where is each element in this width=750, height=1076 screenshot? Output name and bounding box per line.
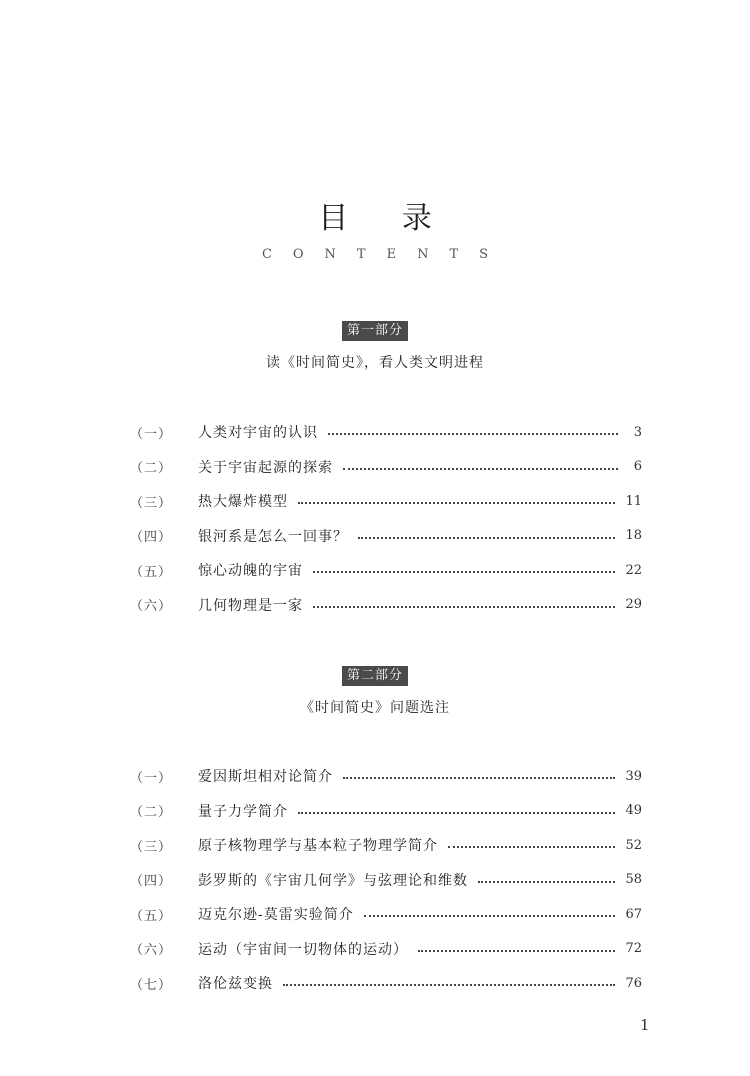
toc-entry[interactable]	[130, 553, 642, 588]
toc-entry-page: 67	[625, 906, 642, 922]
toc-entry-number: （七）	[130, 977, 173, 993]
toc-entry-page: 76	[625, 975, 642, 991]
toc-entry[interactable]	[130, 519, 642, 554]
toc-entry-page: 52	[625, 837, 642, 853]
part-2-title: 《时间简史》问题选注	[300, 700, 450, 716]
toc-entry-title: 量子力学简介	[198, 803, 288, 820]
toc-entry-number: （一）	[130, 770, 173, 786]
toc-entry-page: 6	[633, 459, 642, 475]
part-1-badge-label: 第一部分	[342, 321, 408, 341]
toc-leader-dots	[298, 502, 615, 504]
toc-entry[interactable]	[130, 450, 642, 485]
toc-entry-number: （二）	[130, 805, 173, 821]
toc-entry-title: 彭罗斯的《宇宙几何学》与弦理论和维数	[198, 872, 468, 889]
page-title: 目 录	[318, 201, 454, 236]
toc-entry-page: 29	[625, 597, 642, 613]
toc-entry-number: （四）	[130, 874, 173, 890]
toc-entry-title: 迈克尔逊-莫雷实验简介	[198, 907, 354, 924]
toc-entry-page: 49	[625, 803, 642, 819]
toc-leader-dots	[313, 571, 615, 573]
toc-leader-dots	[478, 881, 615, 883]
toc-entry[interactable]	[130, 415, 642, 450]
toc-entry-page: 18	[625, 528, 642, 544]
toc-entry-title: 惊心动魄的宇宙	[198, 563, 303, 580]
toc-entry-number: （三）	[130, 839, 173, 855]
toc-leader-dots	[343, 777, 615, 779]
toc-entry-number: （一）	[130, 426, 173, 442]
toc-entry-page: 58	[625, 872, 642, 888]
part-2-badge-label: 第二部分	[342, 666, 408, 686]
toc-entry-number: （六）	[130, 943, 173, 959]
toc-leader-dots	[448, 846, 615, 848]
toc-leader-dots	[283, 984, 615, 986]
toc-entry-title: 关于宇宙起源的探索	[198, 459, 333, 476]
toc-entry-page: 39	[625, 768, 642, 784]
part-2-toc-list	[130, 759, 642, 1001]
toc-entry-title: 几何物理是一家	[198, 597, 303, 614]
page-number: 1	[640, 1016, 650, 1034]
toc-entry-number: （三）	[130, 495, 173, 511]
toc-entry-number: （五）	[130, 908, 173, 924]
toc-entry[interactable]	[130, 828, 642, 863]
toc-entry-title: 洛伦兹变换	[198, 976, 273, 993]
part-2-badge	[0, 664, 750, 686]
toc-entry[interactable]	[130, 588, 642, 623]
toc-leader-dots	[313, 606, 615, 608]
toc-entry-page: 11	[625, 493, 642, 509]
toc-leader-dots	[418, 950, 615, 952]
toc-entry[interactable]	[130, 759, 642, 794]
part-1-badge	[0, 319, 750, 341]
toc-entry[interactable]	[130, 794, 642, 829]
toc-entry-title: 爱因斯坦相对论简介	[198, 769, 333, 786]
toc-leader-dots	[358, 537, 615, 539]
toc-entry-number: （二）	[130, 461, 173, 477]
toc-entry-number: （六）	[130, 599, 173, 615]
part-1-title: 读《时间简史》，看人类文明进程	[266, 355, 484, 371]
toc-entry[interactable]	[130, 966, 642, 1001]
toc-leader-dots	[328, 433, 618, 435]
toc-entry-number: （五）	[130, 564, 173, 580]
toc-entry-title: 原子核物理学与基本粒子物理学简介	[198, 838, 438, 855]
part-1-toc-list	[130, 415, 642, 622]
toc-leader-dots	[343, 468, 618, 470]
toc-entry-page: 22	[625, 562, 642, 578]
toc-entry-title: 银河系是怎么一回事？	[198, 528, 348, 545]
toc-entry-title: 人类对宇宙的认识	[198, 425, 318, 442]
toc-entry[interactable]	[130, 484, 642, 519]
toc-entry-page: 72	[625, 941, 642, 957]
toc-entry[interactable]	[130, 897, 642, 932]
toc-entry-number: （四）	[130, 530, 173, 546]
toc-entry-page: 3	[633, 424, 642, 440]
toc-entry-title: 运动（宇宙间一切物体的运动）	[198, 941, 408, 958]
toc-entry-title: 热大爆炸模型	[198, 494, 288, 511]
toc-leader-dots	[298, 812, 615, 814]
toc-leader-dots	[364, 915, 616, 917]
toc-entry[interactable]	[130, 863, 642, 898]
page-subtitle: CONTENTS	[261, 247, 510, 262]
toc-entry[interactable]	[130, 932, 642, 967]
